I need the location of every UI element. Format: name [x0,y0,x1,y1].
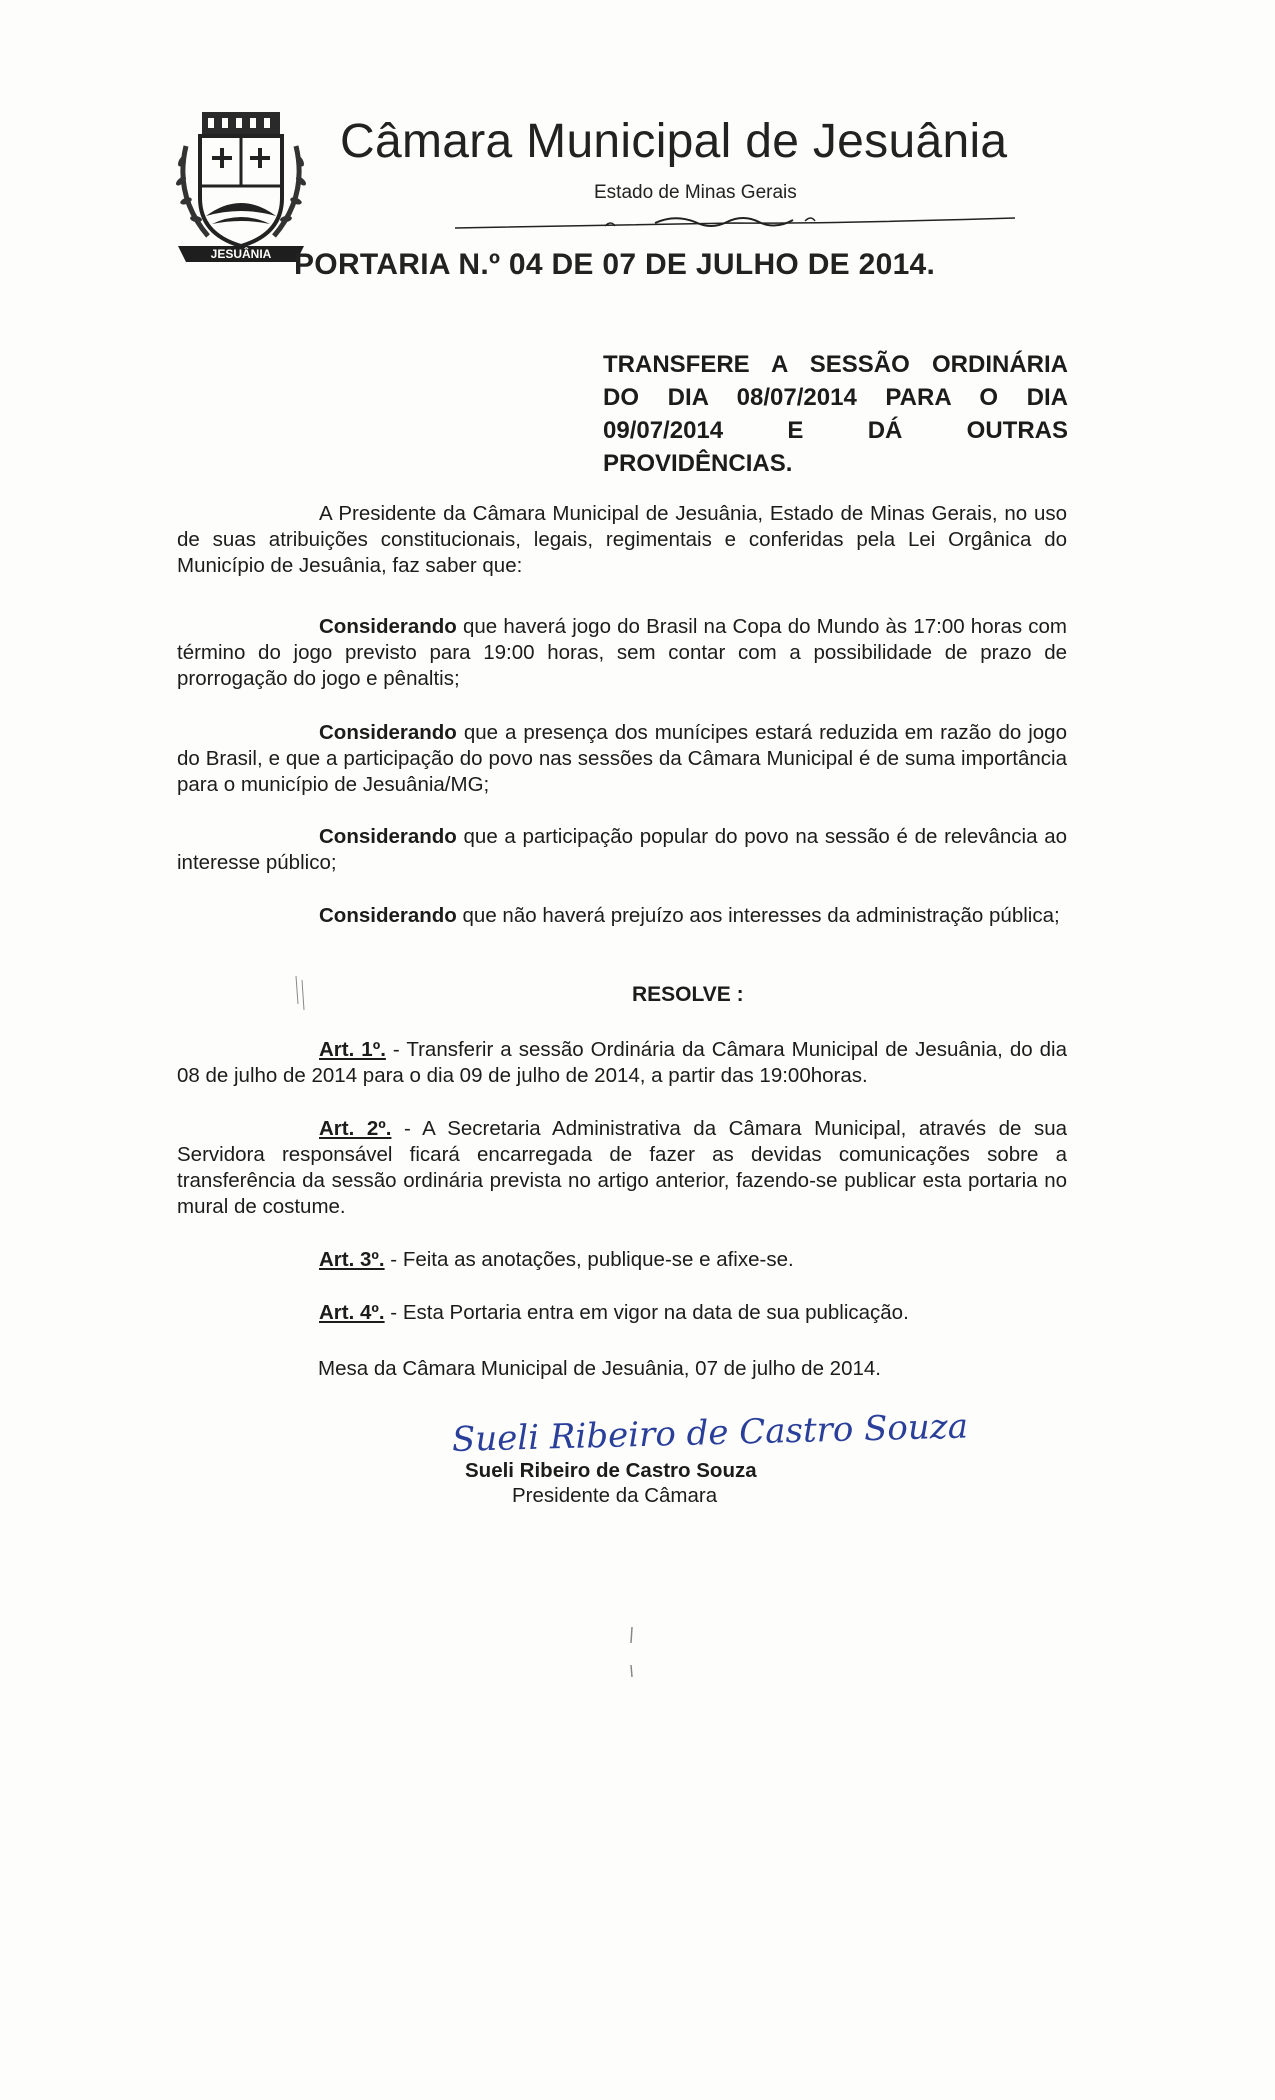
signer-role: Presidente da Câmara [512,1484,718,1507]
portaria-title: PORTARIA N.º 04 DE 07 DE JULHO DE 2014. [294,248,936,281]
article-label: Art. 2º. [319,1117,392,1140]
considerando-label: Considerando [319,615,457,638]
article-paragraph [177,1247,1067,1273]
ementa-line: TRANSFERE A SESSÃO ORDINÁRIA [603,351,1068,378]
article-text: - A Secretaria Administrativa da Câmara Municipal, através de sua Servidora responsável ficará encarregada de fazer as devidas comunicações sobre a transferência da sessão ordinária prevista no artigo anterior, fazendo-se publicar esta portaria no mural de costume. [177,1117,1067,1218]
ementa-line: DO DIA 08/07/2014 PARA O DIA [603,384,1068,411]
article-text: - Esta Portaria entra em vigor na data de sua publicação. [390,1301,909,1324]
article-paragraph [177,1037,1067,1089]
ementa-line: PROVIDÊNCIAS. [603,450,793,477]
considerando-text: que não haverá prejuízo aos interesses da administração pública; [462,904,1060,927]
considerando-text: que haverá jogo do Brasil na Copa do Mundo às 17:00 horas com término do jogo previsto para 19:00 horas, sem contar com a possibilidade de prazo de prorrogação do jogo e pênaltis; [177,615,1067,690]
closing-line: Mesa da Câmara Municipal de Jesuânia, 07 de julho de 2014. [318,1357,881,1380]
coat-of-arms-icon [172,106,310,266]
considerando-paragraph [177,614,1067,692]
considerando-label: Considerando [319,904,457,927]
ementa [603,348,1068,480]
considerando-label: Considerando [319,825,457,848]
considerando-paragraph [177,720,1067,798]
article-paragraph [177,1116,1067,1220]
handwritten-signature: Sueli Ribeiro de Castro Souza [451,1406,969,1460]
considerando-text: que a presença dos munícipes estará reduzida em razão do jogo do Brasil, e que a participação do povo nas sessões da Câmara Municipal é de suma importância para o município de Jesuânia/MG; [177,721,1067,796]
article-text: - Transferir a sessão Ordinária da Câmara Municipal de Jesuânia, do dia 08 de julho de 2014 para o dia 09 de julho de 2014, a partir das 19:00horas. [177,1038,1067,1087]
preamble-text: A Presidente da Câmara Municipal de Jesuânia, Estado de Minas Gerais, no uso de suas atribuições constitucionais, legais, regimentais e conferidas pela Lei Orgânica do Município de Jesuânia, faz saber que: [177,502,1067,577]
state-subtitle: Estado de Minas Gerais [594,182,797,203]
article-paragraph [177,1300,1067,1326]
scan-mark-decoration [625,1625,639,1685]
signer-name: Sueli Ribeiro de Castro Souza [465,1459,757,1482]
ementa-line: 09/07/2014 E DÁ OUTRAS [603,417,1068,444]
preamble-paragraph [177,501,1067,579]
scan-mark-decoration [290,974,312,1014]
crest-banner-text: JESUÂNIA [210,247,272,261]
article-label: Art. 1º. [319,1038,386,1061]
resolve-heading: RESOLVE : [632,983,744,1006]
organization-title: Câmara Municipal de Jesuânia [340,115,1008,168]
considerando-paragraph [177,824,1067,876]
considerando-label: Considerando [319,721,457,744]
considerando-paragraph [177,903,1067,929]
header-ornament-divider [455,210,1015,236]
considerando-text: que a participação popular do povo na sessão é de relevância ao interesse público; [177,825,1067,874]
article-label: Art. 4º. [319,1301,385,1324]
article-label: Art. 3º. [319,1248,385,1271]
article-text: - Feita as anotações, publique-se e afixe-se. [390,1248,794,1271]
